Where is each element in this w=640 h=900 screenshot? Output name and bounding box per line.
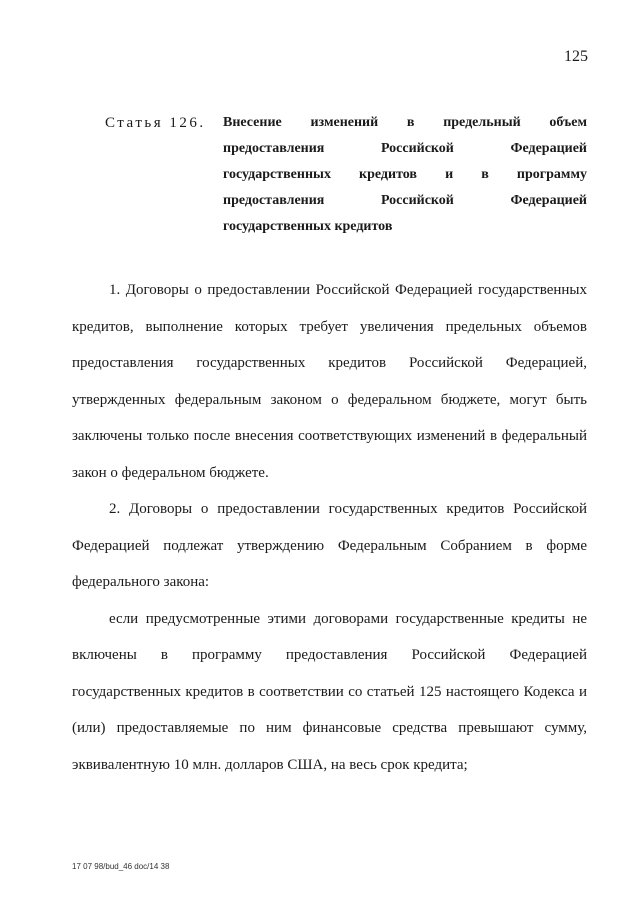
- article-body: [72, 272, 587, 783]
- paragraph-2: 2. Договоры о предоставлении государственных кредитов Российской Федерацией подлежат утверждению Федеральным Собранием в форме федерального закона:: [72, 501, 587, 590]
- article-title-line: государственных кредитов и в программу: [223, 167, 587, 182]
- footer-file-reference: 17 07 98/bud_46 doc/14 38: [72, 862, 170, 871]
- article-header: [105, 110, 587, 240]
- article-title-line: государственных кредитов: [223, 219, 393, 234]
- article-title-line: предоставления Российской Федерацией: [223, 141, 587, 156]
- article-title: [223, 110, 587, 240]
- article-title-line: предоставления Российской Федерацией: [223, 193, 587, 208]
- page-number: 125: [564, 48, 588, 65]
- paragraph-1: 1. Договоры о предоставлении Российской Федерацией государственных кредитов, выполнение которых требует увеличения предельных объемов предоставления государственных кредитов Российской Федерацией, утвержденных федеральным законом о федеральном бюджете, могут быть заключены только после внесения соответствующих изменений в федеральный закон о федеральном бюджете.: [72, 282, 587, 481]
- paragraph-3: если предусмотренные этими договорами государственные кредиты не включены в программу предоставления Российской Федерацией государственных кредитов в соответствии со статьей 125 настоящего Кодекса и (или) предоставляемые по ним финансовые средства превышают сумму, эквивалентную 10 млн. долларов США, на весь срок кредита;: [72, 610, 587, 773]
- article-label: Статья 126.: [105, 115, 206, 131]
- article-title-line: Внесение изменений в предельный объем: [223, 115, 587, 130]
